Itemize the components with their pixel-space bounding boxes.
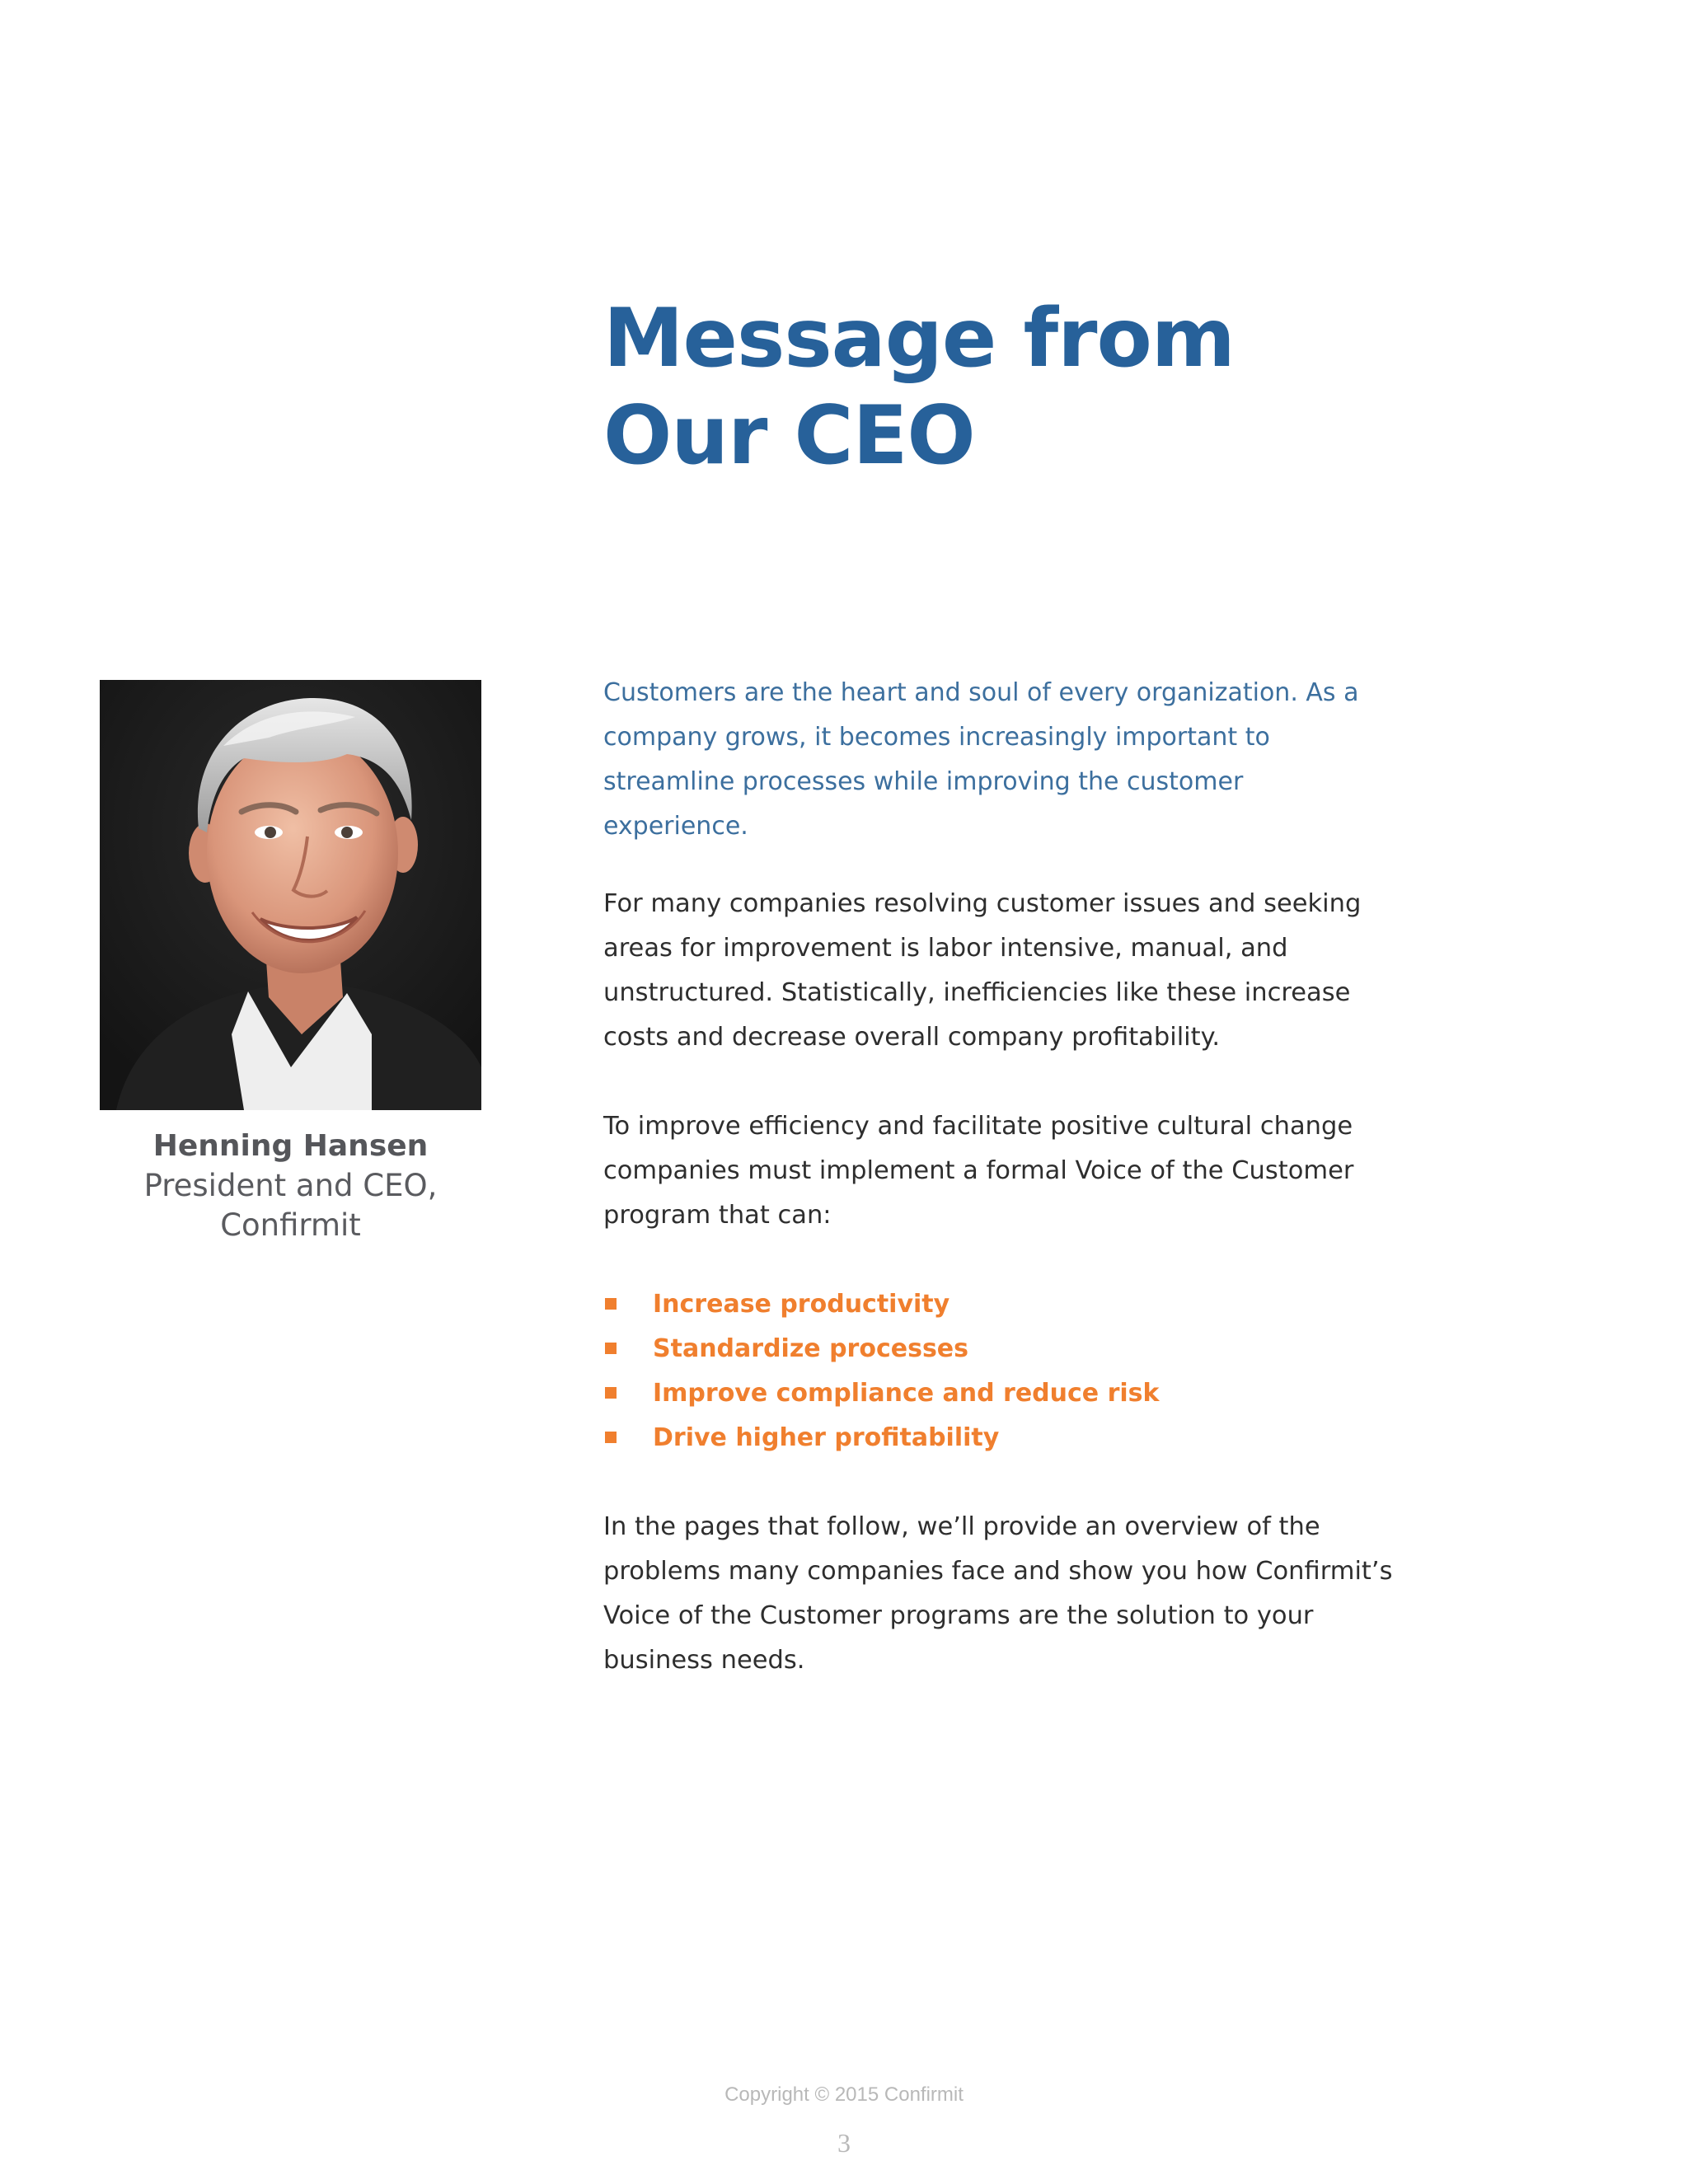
ceo-role-line-2: Confirmit: [220, 1207, 361, 1243]
square-bullet-icon: [605, 1432, 617, 1443]
ceo-role-line-1: President and CEO,: [143, 1168, 438, 1203]
ceo-portrait: [100, 680, 481, 1110]
square-bullet-icon: [605, 1387, 617, 1399]
body-paragraph-1: For many companies resolving customer issues and seeking areas for improvement is labor intensive, manual, and unstructured. Statistically, inefficiencies like these increase costs and decrease overall company profitability.: [603, 889, 1362, 1052]
footer-copyright: Copyright © 2015 Confirmit: [724, 2083, 964, 2106]
page-title-line-2: Our CEO: [603, 389, 975, 483]
benefit-item: [603, 1371, 1395, 1416]
square-bullet-icon: [605, 1343, 617, 1354]
benefit-item: [603, 1416, 1395, 1460]
page-title: [603, 290, 1510, 485]
benefit-item-label: Drive higher profitability: [653, 1423, 1000, 1452]
benefit-item: [603, 1282, 1395, 1327]
ceo-caption: [100, 1127, 481, 1245]
benefit-item-label: Improve compliance and reduce risk: [653, 1379, 1160, 1408]
benefit-item-label: Increase productivity: [653, 1290, 950, 1319]
benefit-item: [603, 1327, 1395, 1371]
page-number: 3: [837, 2128, 851, 2158]
intro-paragraph: Customers are the heart and soul of every organization. As a company grows, it becomes increasingly important to streamline processes while improving the customer experience.: [603, 678, 1359, 841]
ceo-portrait-illustration: [100, 680, 481, 1110]
square-bullet-icon: [605, 1298, 617, 1310]
ceo-name: Henning Hansen: [152, 1129, 429, 1163]
benefit-list: [603, 1282, 1395, 1460]
message-body: [603, 671, 1395, 1683]
benefit-item-label: Standardize processes: [653, 1334, 968, 1363]
body-paragraph-3: In the pages that follow, we’ll provide an overview of the problems many companies face and show you how Confirmit’s Voice of the Customer programs are the solution to your business needs.: [603, 1512, 1393, 1675]
page-title-line-1: Message from: [603, 292, 1235, 386]
body-paragraph-2: To improve efficiency and facilitate positive cultural change companies must implement a formal Voice of the Customer program that can:: [603, 1112, 1354, 1230]
